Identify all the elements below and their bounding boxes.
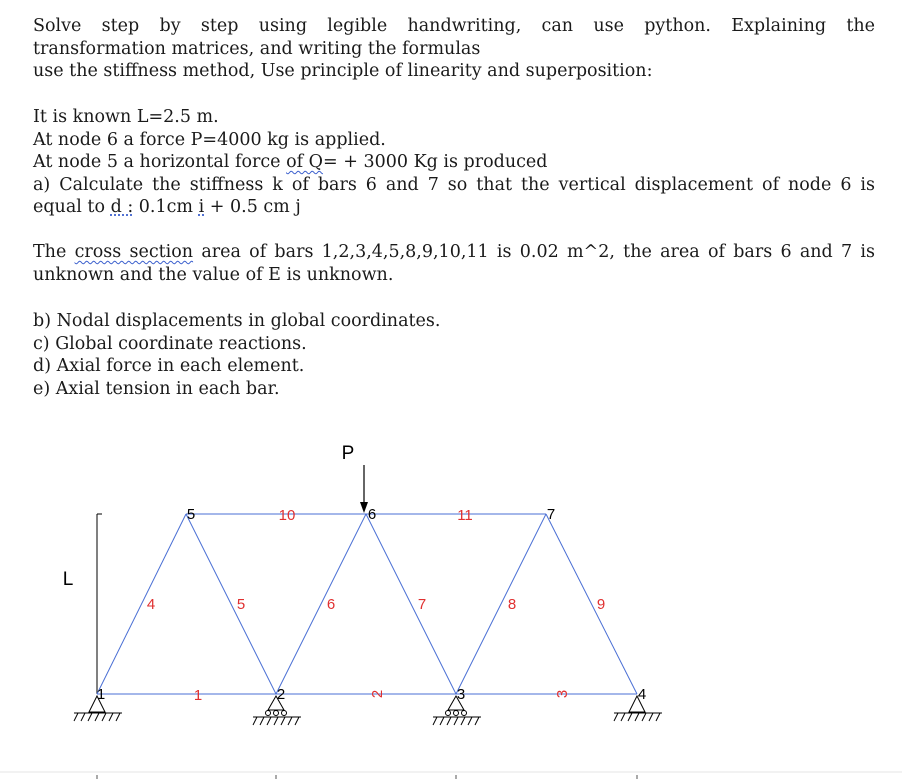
node-label-7: 7 xyxy=(546,506,556,523)
given-length: It is known L=2.5 m. xyxy=(33,107,219,127)
part-a-line-1: a) Calculate the stiffness k of bars 6 and 7 so that the vertical displacement of node 6 is xyxy=(33,174,875,195)
area-pre: The xyxy=(33,242,75,262)
node-label-6: 6 xyxy=(367,506,377,523)
intro-line-3: use the stiffness method, Use principle of linearity and superposition: xyxy=(33,61,653,81)
bar-label-3: 3 xyxy=(554,689,571,699)
bottom-ticks xyxy=(97,775,637,779)
node-label-2: 2 xyxy=(276,686,286,703)
part-a-pre: equal to xyxy=(33,197,111,217)
load-label: P xyxy=(341,443,355,464)
area-line1-post: area of bars 1,2,3,4,5,8,9,10,11 is 0.02 m^2, the area of bars 6 and 7 is xyxy=(193,242,875,262)
bar-5 xyxy=(186,514,276,694)
node-label-4: 4 xyxy=(637,686,647,703)
load-arrow-icon xyxy=(360,502,368,513)
node-label-5: 5 xyxy=(186,506,196,523)
question-b: b) Nodal displacements in global coordinates. xyxy=(33,311,441,331)
bar-4 xyxy=(97,514,186,694)
question-d: d) Axial force in each element. xyxy=(33,356,305,376)
bar-label-4: 4 xyxy=(146,596,156,613)
bar-label-7: 7 xyxy=(417,596,427,613)
bar-label-8: 8 xyxy=(507,596,517,613)
bar-labels xyxy=(147,507,605,704)
force-node5-of: of Q xyxy=(286,152,324,172)
question-c: c) Global coordinate reactions. xyxy=(33,333,307,354)
node-label-3: 3 xyxy=(456,686,466,703)
bar-label-5: 5 xyxy=(236,596,246,613)
bar-label-11: 11 xyxy=(457,507,473,524)
force-node5-pre: At node 5 a horizontal force xyxy=(33,152,287,172)
part-a-mid: 0.1cm xyxy=(133,197,199,217)
part-a-i: i xyxy=(198,197,205,217)
bar-9 xyxy=(546,514,637,694)
bar-label-10: 10 xyxy=(278,507,296,524)
given-force-node6: At node 6 a force P=4000 kg is applied. xyxy=(33,129,386,150)
bar-label-2: 2 xyxy=(369,689,386,699)
area-line-2: unknown and the value of E is unknown. xyxy=(33,264,394,285)
force-node5-post: = + 3000 Kg is produced xyxy=(323,152,548,172)
node-label-1: 1 xyxy=(96,686,106,703)
part-a-post: + 0.5 cm j xyxy=(204,197,301,217)
area-cross-section: cross section xyxy=(74,242,194,262)
question-e: e) Axial tension in each bar. xyxy=(33,378,280,399)
bar-7 xyxy=(366,514,456,694)
node-labels xyxy=(97,506,646,703)
bar-8 xyxy=(456,514,546,694)
bar-label-9: 9 xyxy=(596,596,606,613)
truss-members xyxy=(97,514,637,694)
bar-label-6: 6 xyxy=(326,596,336,613)
intro-line-2: transformation matrices, and writing the formulas xyxy=(33,38,481,59)
intro-line-1: Solve step by step using legible handwriting, can use python. Explaining the xyxy=(33,16,875,36)
bar-6 xyxy=(276,514,366,694)
part-a-d: d : xyxy=(110,197,134,217)
dimension-label: L xyxy=(62,569,74,590)
bar-label-1: 1 xyxy=(193,687,203,704)
